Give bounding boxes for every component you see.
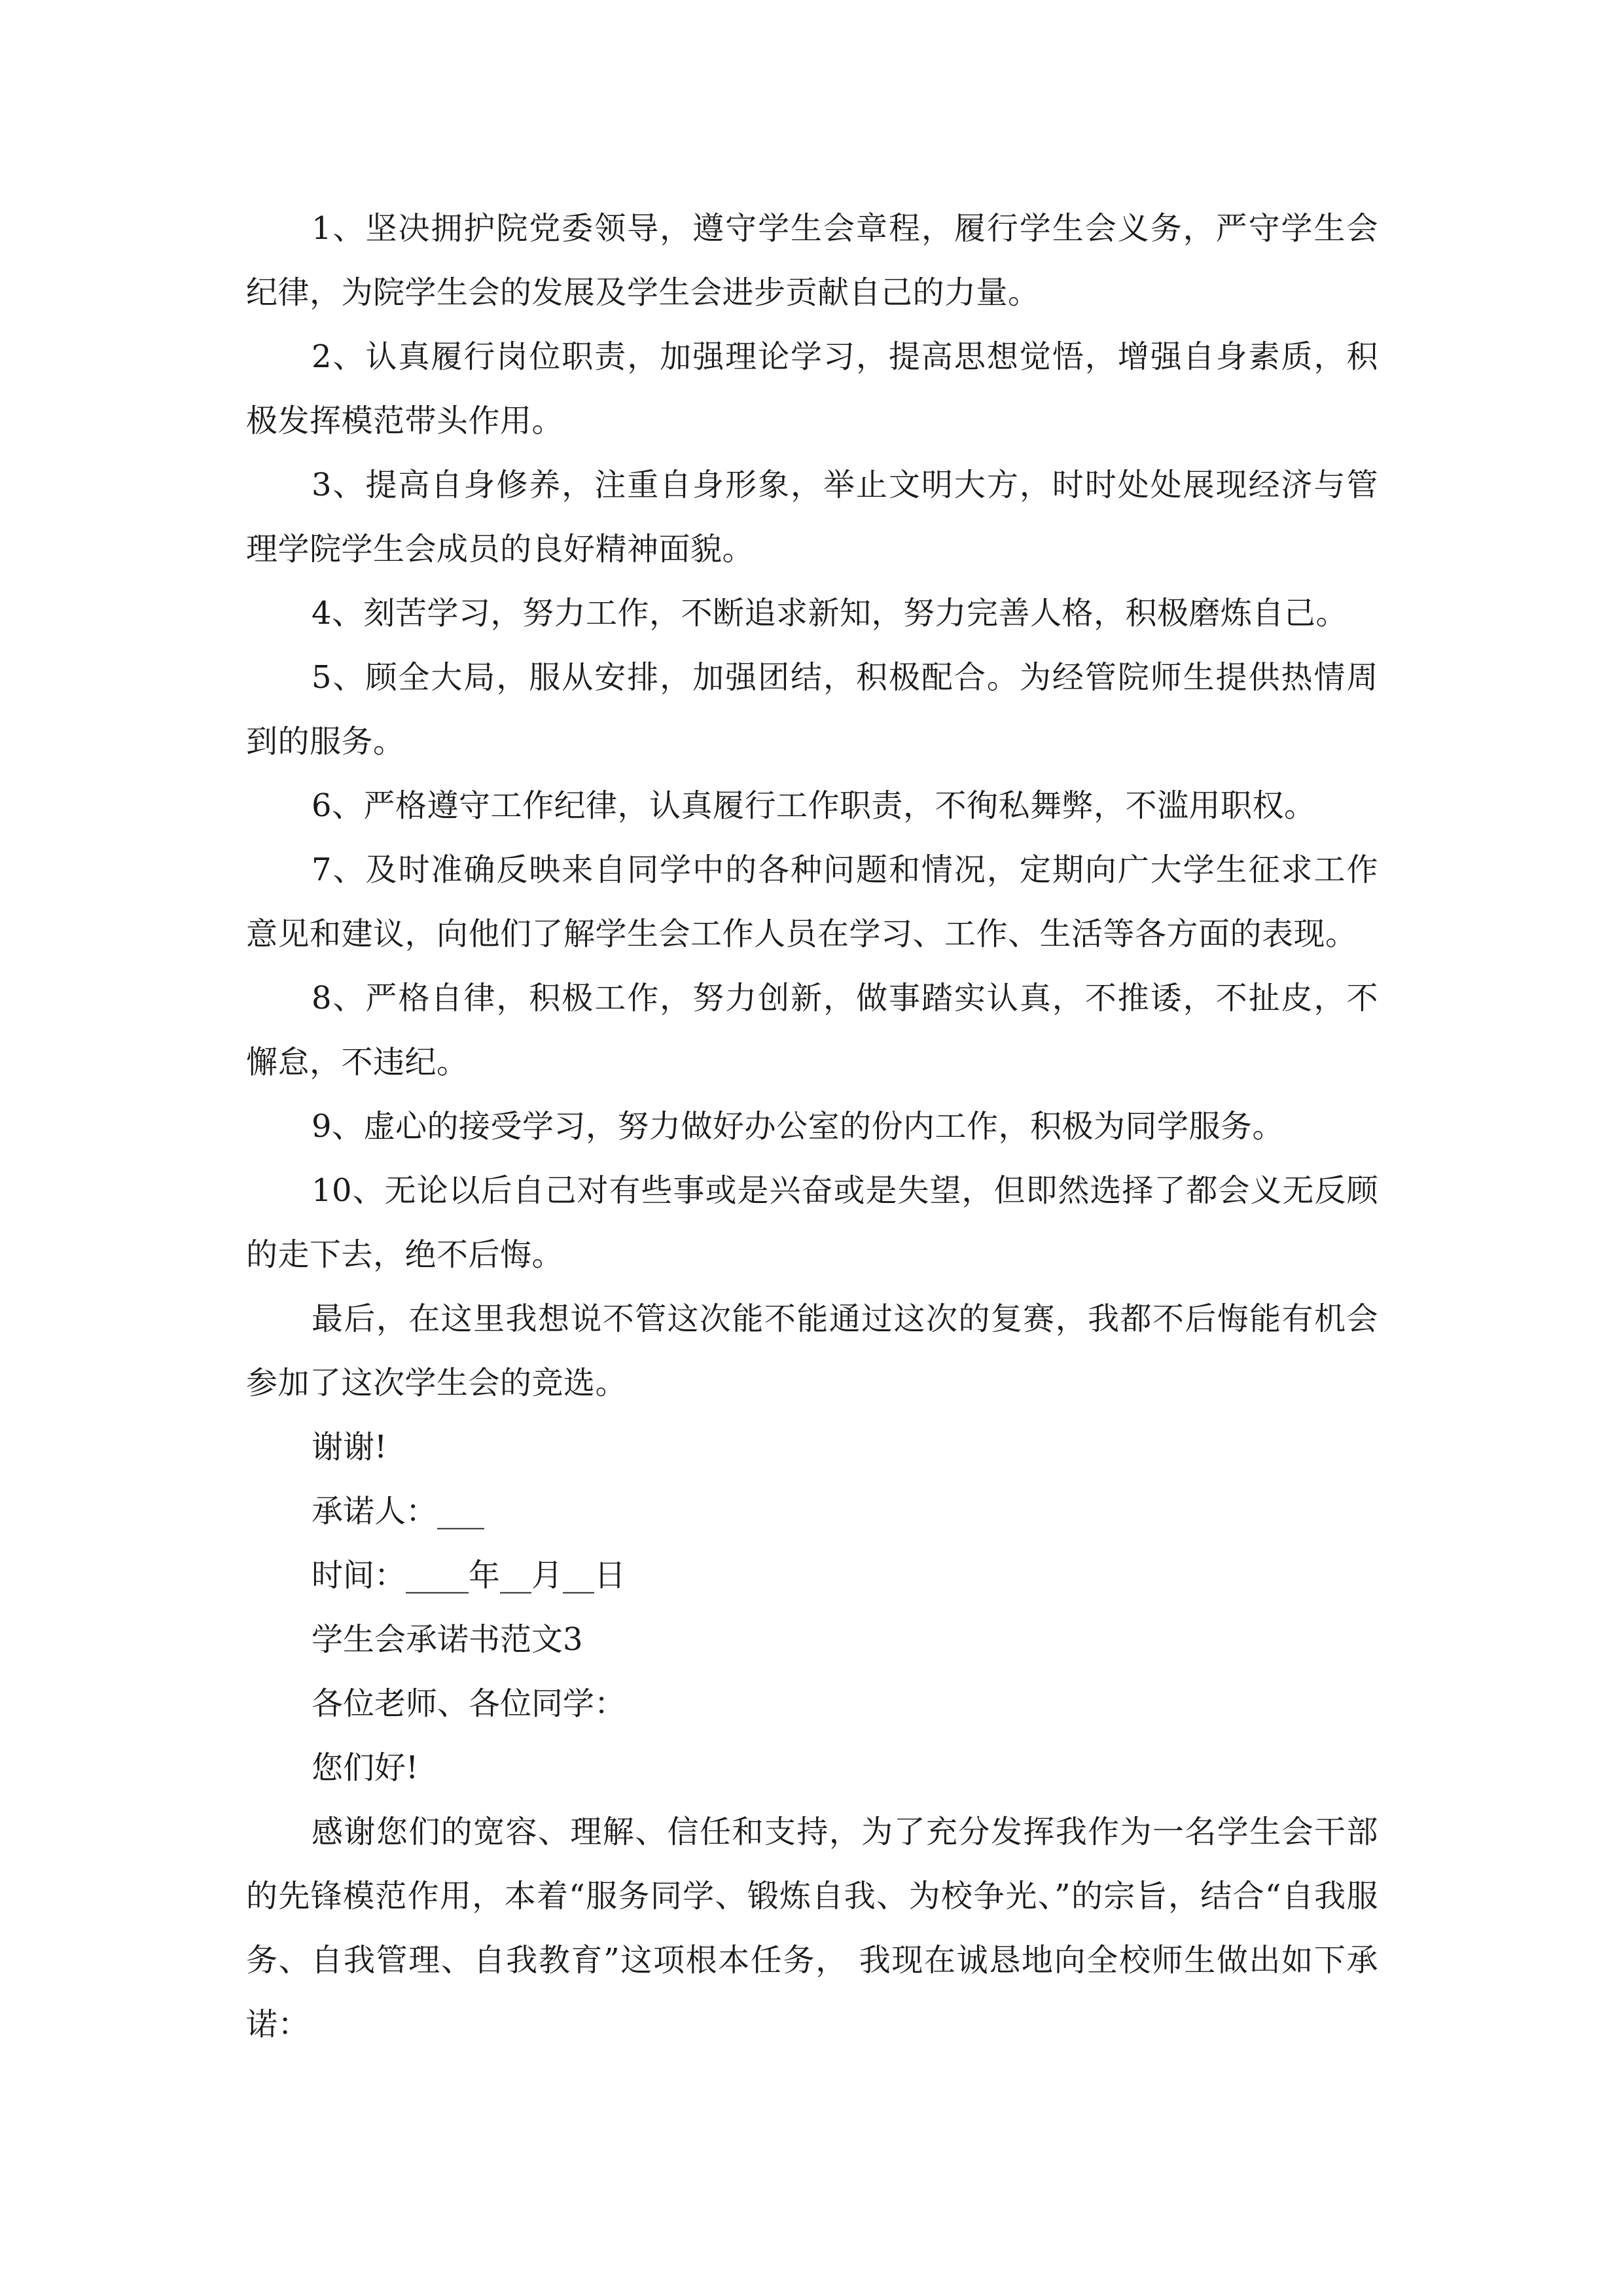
pledge-item-8: 8、严格自律，积极工作，努力创新，做事踏实认真，不推诿，不扯皮，不懈怠，不违纪。 bbox=[246, 980, 1378, 1081]
closing-paragraph: 最后，在这里我想说不管这次能不能通过这次的复赛，我都不后悔能有机会参加了这次学生会的竞选。 bbox=[246, 1300, 1378, 1401]
salutation-line: 各位老师、各位同学： bbox=[312, 1685, 626, 1722]
pledge-item-1: 1、坚决拥护院党委领导，遵守学生会章程，履行学生会义务，严守学生会纪律，为院学生会的发展及学生会进步贡献自己的力量。 bbox=[246, 210, 1378, 311]
pledge-item-4: 4、刻苦学习，努力工作，不断追求新知，努力完善人格，积极磨炼自己。 bbox=[312, 595, 1348, 632]
pledge-item-9: 9、虚心的接受学习，努力做好办公室的份内工作，积极为同学服务。 bbox=[312, 1108, 1285, 1145]
pledge-item-3: 3、提高自身修养，注重自身形象，举止文明大方，时时处处展现经济与管理学院学生会成员的良好精神面貌。 bbox=[246, 467, 1378, 567]
date-line: 时间：____年__月__日 bbox=[312, 1557, 626, 1594]
thanks-line: 谢谢! bbox=[312, 1429, 387, 1465]
intro-paragraph: 感谢您们的宽容、理解、信任和支持，为了充分发挥我作为一名学生会干部的先锋模范作用，本着“服务同学、锻炼自我、为校争光、”的宗旨，结合“自我服务、自我管理、自我教育”这项根本任务， 我现在诚恳地向全校师生做出如下承诺： bbox=[246, 1814, 1378, 2043]
document-body bbox=[246, 196, 1378, 2056]
pledge-item-7: 7、及时准确反映来自同学中的各种问题和情况，定期向广大学生征求工作意见和建议，向他们了解学生会工作人员在学习、工作、生活等各方面的表现。 bbox=[246, 852, 1378, 952]
pledge-item-2: 2、认真履行岗位职责，加强理论学习，提高思想觉悟，增强自身素质，积极发挥模范带头作用。 bbox=[246, 338, 1378, 439]
pledge-item-10: 10、无论以后自己对有些事或是兴奋或是失望，但即然选择了都会义无反顾的走下去，绝不后悔。 bbox=[246, 1172, 1378, 1273]
pledge-item-6: 6、严格遵守工作纪律，认真履行工作职责，不徇私舞弊，不滥用职权。 bbox=[312, 787, 1316, 824]
greeting-line: 您们好! bbox=[312, 1749, 419, 1786]
signer-line: 承诺人：___ bbox=[312, 1493, 485, 1530]
pledge-item-5: 5、顾全大局，服从安排，加强团结，积极配合。为经管院师生提供热情周到的服务。 bbox=[246, 659, 1378, 760]
section-title: 学生会承诺书范文3 bbox=[312, 1621, 583, 1658]
